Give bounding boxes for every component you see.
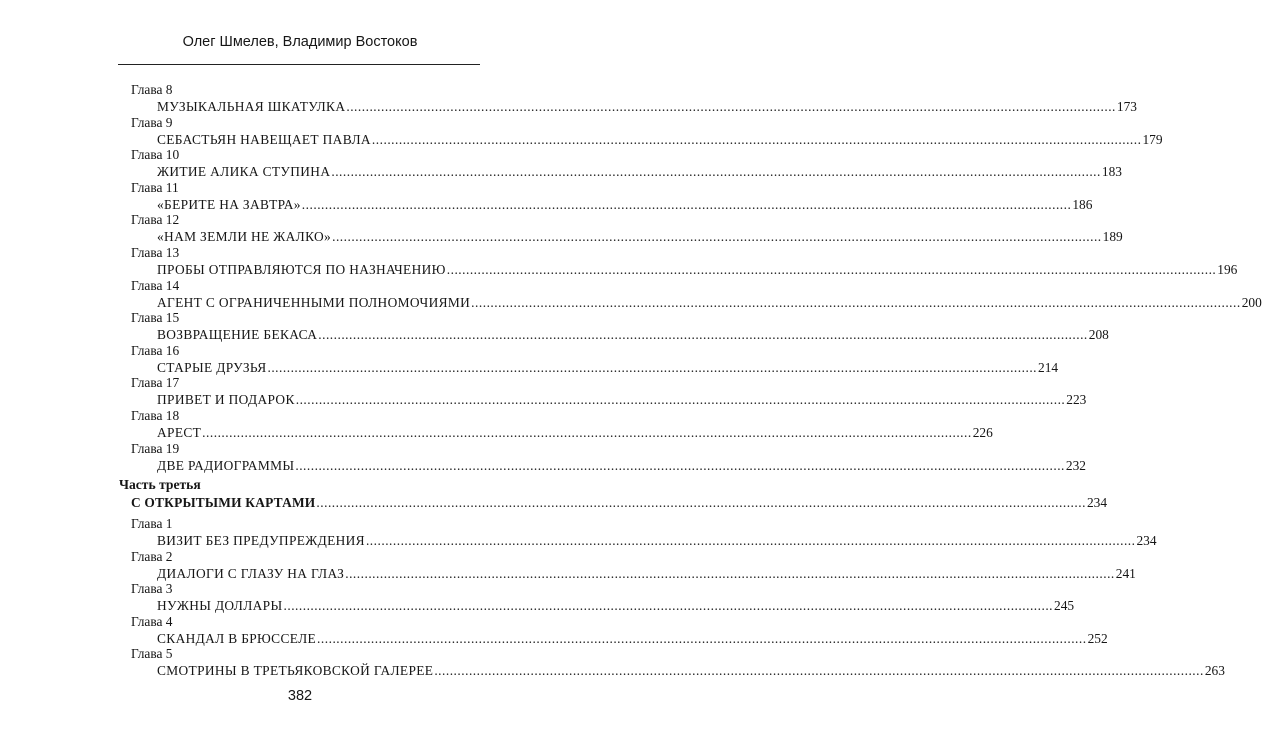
chapter-page: 189 — [1102, 229, 1123, 245]
toc-entry — [157, 294, 1262, 311]
chapter-label: Глава 12 — [131, 212, 180, 228]
leader-dots: ........................................................................................................................................................................................................ — [267, 359, 1038, 375]
chapter-page: 245 — [1054, 598, 1075, 614]
chapter-label: Глава 13 — [131, 245, 180, 260]
chapter-label: Глава 15 — [131, 310, 180, 326]
chapter-label: Глава 18 — [131, 408, 180, 423]
leader-dots: ........................................................................................................................................................................................................ — [317, 630, 1087, 646]
chapter-title: ВОЗВРАЩЕНИЕ БЕКАСА — [157, 327, 318, 343]
chapter-page: 173 — [1116, 99, 1137, 114]
leader-dots: ........................................................................................................................................................................................................ — [434, 663, 1204, 679]
chapter-title: ЖИТИЕ АЛИКА СТУПИНА — [157, 164, 331, 180]
chapter-label: Глава 3 — [131, 581, 173, 597]
chapter-label: Глава 16 — [131, 342, 180, 358]
toc-entry — [157, 630, 1108, 647]
chapter-label: Глава 11 — [131, 179, 179, 195]
leader-dots: ........................................................................................................................................................................................................ — [295, 457, 1065, 473]
chapter-title: НУЖНЫ ДОЛЛАРЫ — [157, 598, 283, 614]
chapter-title: МУЗЫКАЛЬНАЯ ШКАТУЛКА — [157, 99, 346, 114]
chapter-title: «БЕРИТЕ НА ЗАВТРА» — [157, 196, 301, 212]
page-number: 382 — [287, 688, 313, 704]
leader-dots: ........................................................................................................................................................................................................ — [331, 164, 1101, 180]
chapter-title: ДВЕ РАДИОГРАММЫ — [157, 457, 295, 473]
chapter-title: АГЕНТ С ОГРАНИЧЕННЫМИ ПОЛНОМОЧИЯМИ — [157, 294, 471, 310]
chapter-label: Глава 9 — [131, 114, 173, 130]
leader-dots: ........................................................................................................................................................................................................ — [471, 294, 1241, 310]
chapter-label: Глава 5 — [131, 646, 173, 662]
leader-dots: ........................................................................................................................................................................................................ — [318, 327, 1088, 343]
leader-dots: ........................................................................................................................................................................................................ — [345, 565, 1115, 581]
toc-entry — [157, 392, 1087, 408]
toc-entry — [157, 359, 1059, 376]
toc-entry — [157, 131, 1163, 148]
running-header: Олег Шмелев, Владимир Востоков — [182, 34, 418, 50]
chapter-page: 196 — [1217, 262, 1238, 277]
chapter-page: 186 — [1072, 196, 1093, 212]
chapter-title: СТАРЫЕ ДРУЗЬЯ — [157, 359, 267, 375]
chapter-title: СЕБАСТЬЯН НАВЕЩАЕТ ПАВЛА — [157, 131, 371, 147]
leader-dots: ........................................................................................................................................................................................................ — [371, 131, 1142, 147]
chapter-label: Глава 10 — [131, 147, 180, 163]
toc-entry — [157, 565, 1136, 582]
chapter-label: Глава 17 — [131, 375, 180, 391]
leader-dots: ........................................................................................................................................................................................................ — [202, 425, 972, 440]
part-entry — [131, 495, 1108, 511]
chapter-label: Глава 1 — [131, 516, 173, 531]
leader-dots: ........................................................................................................................................................................................................ — [283, 598, 1054, 614]
chapter-page: 263 — [1204, 663, 1225, 679]
leader-dots: ........................................................................................................................................................................................................ — [295, 392, 1066, 408]
chapter-page: 252 — [1087, 630, 1108, 646]
chapter-page: 200 — [1241, 294, 1262, 310]
part-page: 234 — [1086, 495, 1108, 510]
leader-dots: ........................................................................................................................................................................................................ — [301, 196, 1072, 212]
toc-entry — [157, 262, 1238, 278]
chapter-page: 183 — [1101, 164, 1122, 180]
chapter-label: Глава 4 — [131, 613, 173, 629]
chapter-page: 179 — [1142, 131, 1163, 147]
chapter-label: Глава 19 — [131, 440, 180, 456]
chapter-page: 232 — [1065, 457, 1086, 473]
chapter-page: 241 — [1115, 565, 1136, 581]
toc-entry — [157, 663, 1225, 679]
leader-dots: ........................................................................................................................................................................................................ — [346, 99, 1116, 114]
chapter-title: АРЕСТ — [157, 425, 202, 440]
toc-entry — [157, 533, 1157, 549]
toc-entry — [157, 457, 1086, 474]
leader-dots: ........................................................................................................................................................................................................ — [332, 229, 1102, 245]
part-title: С ОТКРЫТЫМИ КАРТАМИ — [131, 495, 316, 510]
toc-entry — [157, 99, 1137, 115]
chapter-page: 223 — [1066, 392, 1087, 408]
chapter-title: ПРОБЫ ОТПРАВЛЯЮТСЯ ПО НАЗНАЧЕНИЮ — [157, 262, 446, 277]
toc-entry — [157, 598, 1075, 614]
leader-dots: ........................................................................................................................................................................................................ — [316, 495, 1086, 510]
chapter-title: «НАМ ЗЕМЛИ НЕ ЖАЛКО» — [157, 229, 332, 245]
chapter-label: Глава 2 — [131, 548, 173, 564]
chapter-page: 226 — [972, 425, 993, 440]
toc-entry — [157, 164, 1122, 180]
chapter-title: ДИАЛОГИ С ГЛАЗУ НА ГЛАЗ — [157, 565, 345, 581]
part-label: Часть третья — [119, 477, 201, 492]
toc-entry — [157, 229, 1123, 245]
chapter-title: СМОТРИНЫ В ТРЕТЬЯКОВСКОЙ ГАЛЕРЕЕ — [157, 663, 434, 679]
chapter-title: СКАНДАЛ В БРЮССЕЛЕ — [157, 630, 317, 646]
leader-dots: ........................................................................................................................................................................................................ — [446, 262, 1217, 277]
chapter-title: ПРИВЕТ И ПОДАРОК — [157, 392, 295, 408]
toc-entry — [157, 196, 1093, 213]
toc-entry — [157, 327, 1109, 343]
chapter-title: ВИЗИТ БЕЗ ПРЕДУПРЕЖДЕНИЯ — [157, 533, 365, 548]
chapter-page: 208 — [1088, 327, 1109, 343]
chapter-page: 234 — [1136, 533, 1157, 548]
toc-entry — [157, 425, 993, 441]
leader-dots: ........................................................................................................................................................................................................ — [365, 533, 1136, 548]
chapter-label: Глава 14 — [131, 277, 180, 293]
header-rule — [118, 64, 480, 65]
chapter-label: Глава 8 — [131, 82, 173, 97]
chapter-page: 214 — [1038, 359, 1059, 375]
